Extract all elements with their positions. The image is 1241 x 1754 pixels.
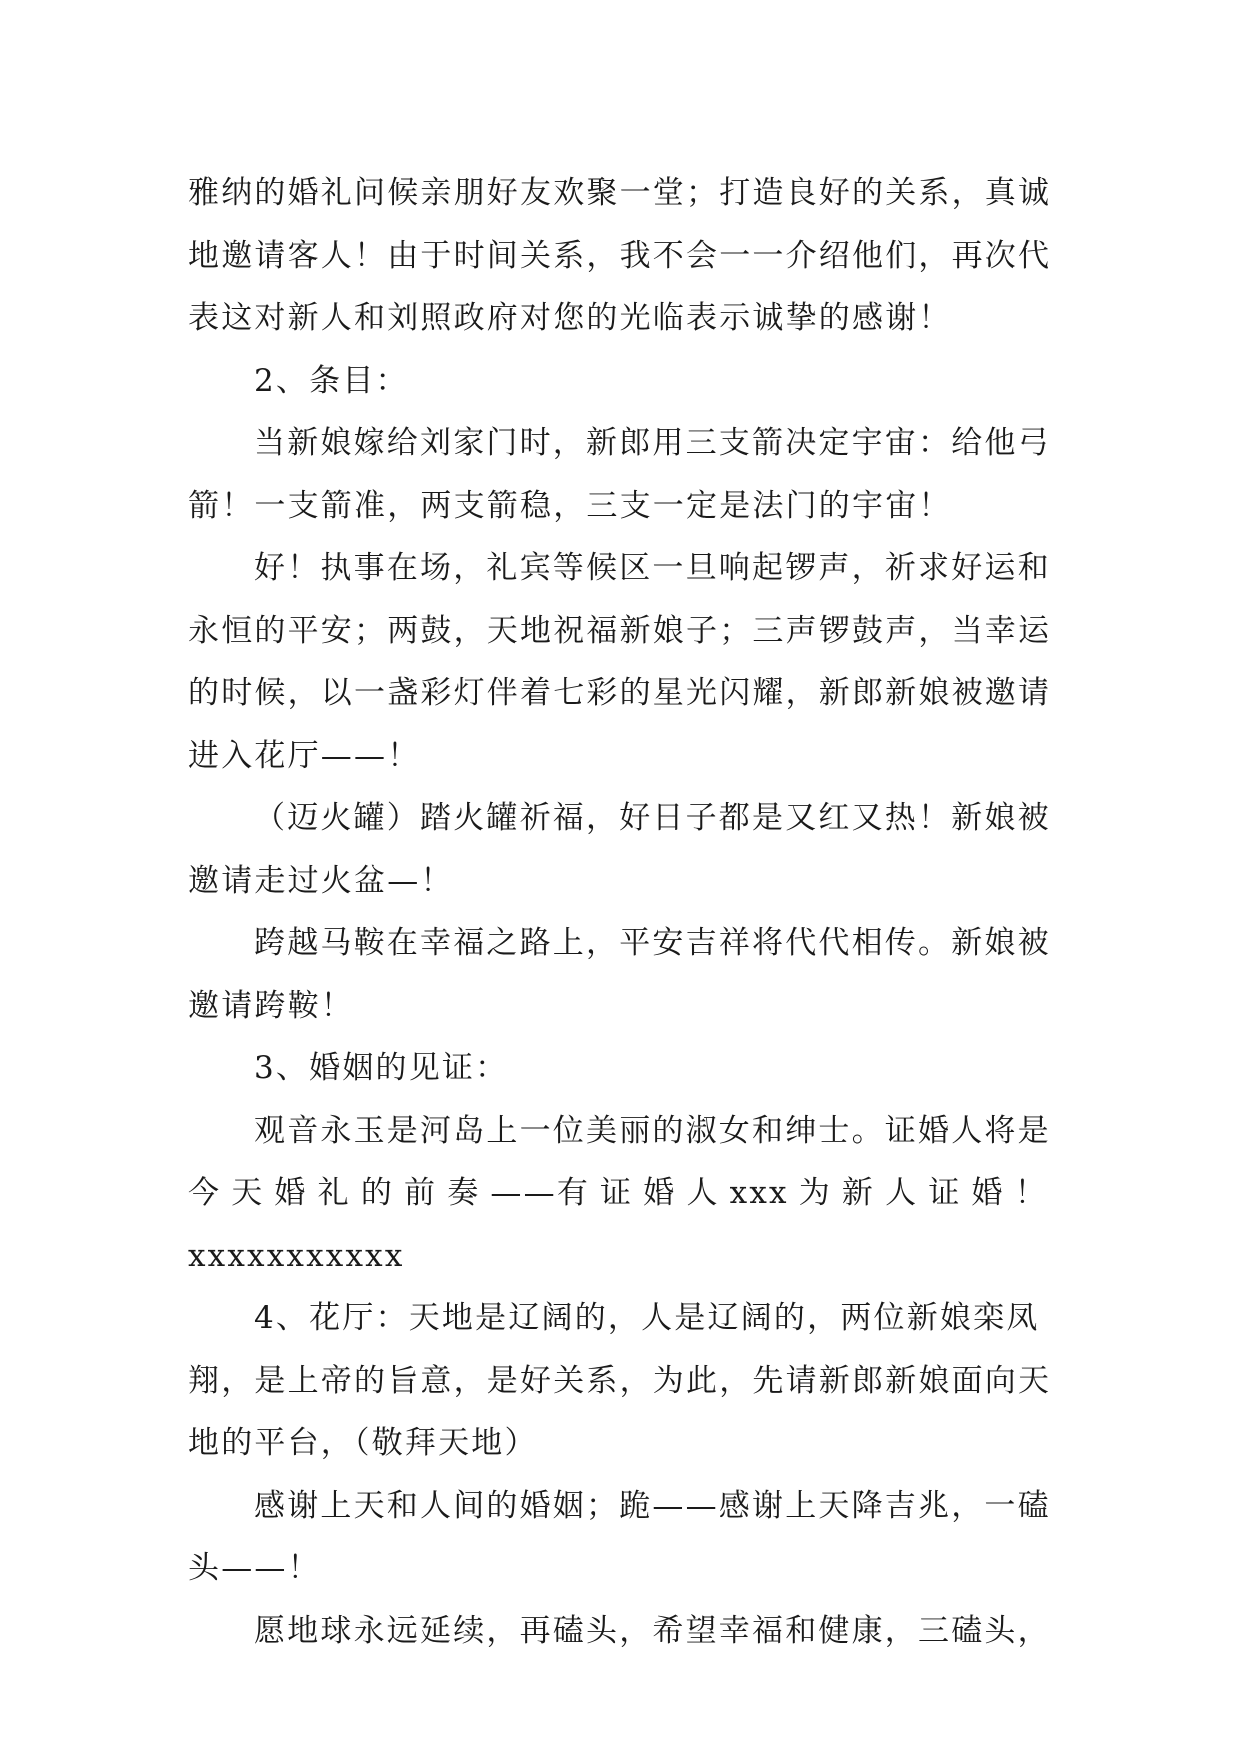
spread-word: 人	[686, 1175, 720, 1211]
spread-word: 证	[600, 1175, 634, 1211]
spread-word: 婚	[274, 1175, 308, 1211]
paragraph-kneel	[188, 1475, 1051, 1600]
text-line: 地邀请客人！由于时间关系，我不会一一介绍他们，再次代	[188, 237, 1052, 274]
spread-word: 证	[928, 1175, 962, 1211]
paragraph-gong	[188, 537, 1052, 787]
text-line: 3、婚姻的见证：	[254, 1050, 509, 1086]
text-line: 愿地球永远延续，再磕头，希望幸福和健康，三磕头，	[254, 1612, 1051, 1649]
paragraph-bow	[188, 1600, 1051, 1663]
spread-word: 奏	[447, 1175, 481, 1211]
spread-word: 婚	[643, 1175, 677, 1211]
text-line: 好！执事在场，礼宾等候区一旦响起锣声，祈求好运和	[254, 550, 1051, 586]
spread-word: 为	[798, 1175, 832, 1211]
text-line: 箭！一支箭准，两支箭稳，三支一定是法门的宇宙！	[188, 487, 952, 524]
spread-word: 今	[188, 1175, 222, 1211]
spread-word: 新	[841, 1175, 876, 1211]
text-line: 的时候，以一盏彩灯伴着七彩的星光闪耀，新郎新娘被邀请	[188, 675, 1052, 711]
text-line: 翔，是上帝的旨意，是好关系，为此，先请新郎新娘面向天	[188, 1362, 1052, 1399]
paragraph-witness-tail	[188, 1225, 1048, 1288]
text-line: 4、花厅：天地是辽阔的，人是辽阔的，两位新娘栾凤	[254, 1300, 1040, 1336]
spread-word: xxx	[729, 1175, 789, 1211]
text-line: 感谢上天和人间的婚姻；跪——感谢上天降吉兆，一磕	[254, 1487, 1051, 1524]
spread-text-line	[188, 1162, 1048, 1225]
spread-word: 的	[360, 1175, 395, 1211]
paragraph-arrows	[188, 412, 1051, 537]
text-line: 表这对新人和刘照政府对您的光临表示诚挚的感谢！	[188, 300, 952, 336]
text-line: 跨越马鞍在幸福之路上，平安吉祥将代代相传。新娘被	[254, 925, 1051, 961]
paragraph-saddle	[188, 912, 1051, 1037]
section-heading-2	[188, 350, 1048, 413]
text-line: 当新娘嫁给刘家门时，新郎用三支箭决定宇宙：给他弓	[254, 425, 1051, 461]
spread-word: 人	[885, 1175, 919, 1211]
spread-word: ——有	[490, 1175, 591, 1211]
text-line: （迈火罐）踏火罐祈福，好日子都是又红又热！新娘被	[254, 800, 1051, 836]
text-line: 永恒的平安；两鼓，天地祝福新娘子；三声锣鼓声，当幸运	[188, 612, 1052, 649]
spread-word: 礼	[317, 1175, 351, 1211]
paragraph-flower-hall	[188, 1287, 1052, 1475]
text-line: 2、条目：	[254, 362, 409, 399]
text-line: 邀请走过火盆—！	[188, 862, 454, 899]
text-line: xxxxxxxxxxx	[188, 1237, 405, 1274]
text-line: 地的平台，（敬拜天地）	[188, 1425, 538, 1461]
paragraph-fire-pot	[188, 787, 1051, 912]
text-line: 观音永玉是河岛上一位美丽的淑女和绅士。证婚人将是	[254, 1112, 1051, 1149]
text-line: 邀请跨鞍！	[188, 987, 354, 1024]
text-line: 头——！	[188, 1550, 321, 1586]
text-line: 进入花厅——！	[188, 737, 421, 774]
text-line: 雅纳的婚礼问候亲朋好友欢聚一堂；打造良好的关系，真诚	[188, 175, 1052, 211]
spread-word: ！	[1014, 1175, 1048, 1211]
spread-word: 前	[404, 1175, 438, 1211]
paragraph-greeting	[188, 162, 1052, 350]
document-body	[188, 162, 1052, 1662]
spread-word: 婚	[971, 1175, 1005, 1211]
paragraph-witness	[188, 1100, 1051, 1163]
section-heading-3	[188, 1037, 1048, 1100]
spread-word: 天	[231, 1175, 265, 1211]
